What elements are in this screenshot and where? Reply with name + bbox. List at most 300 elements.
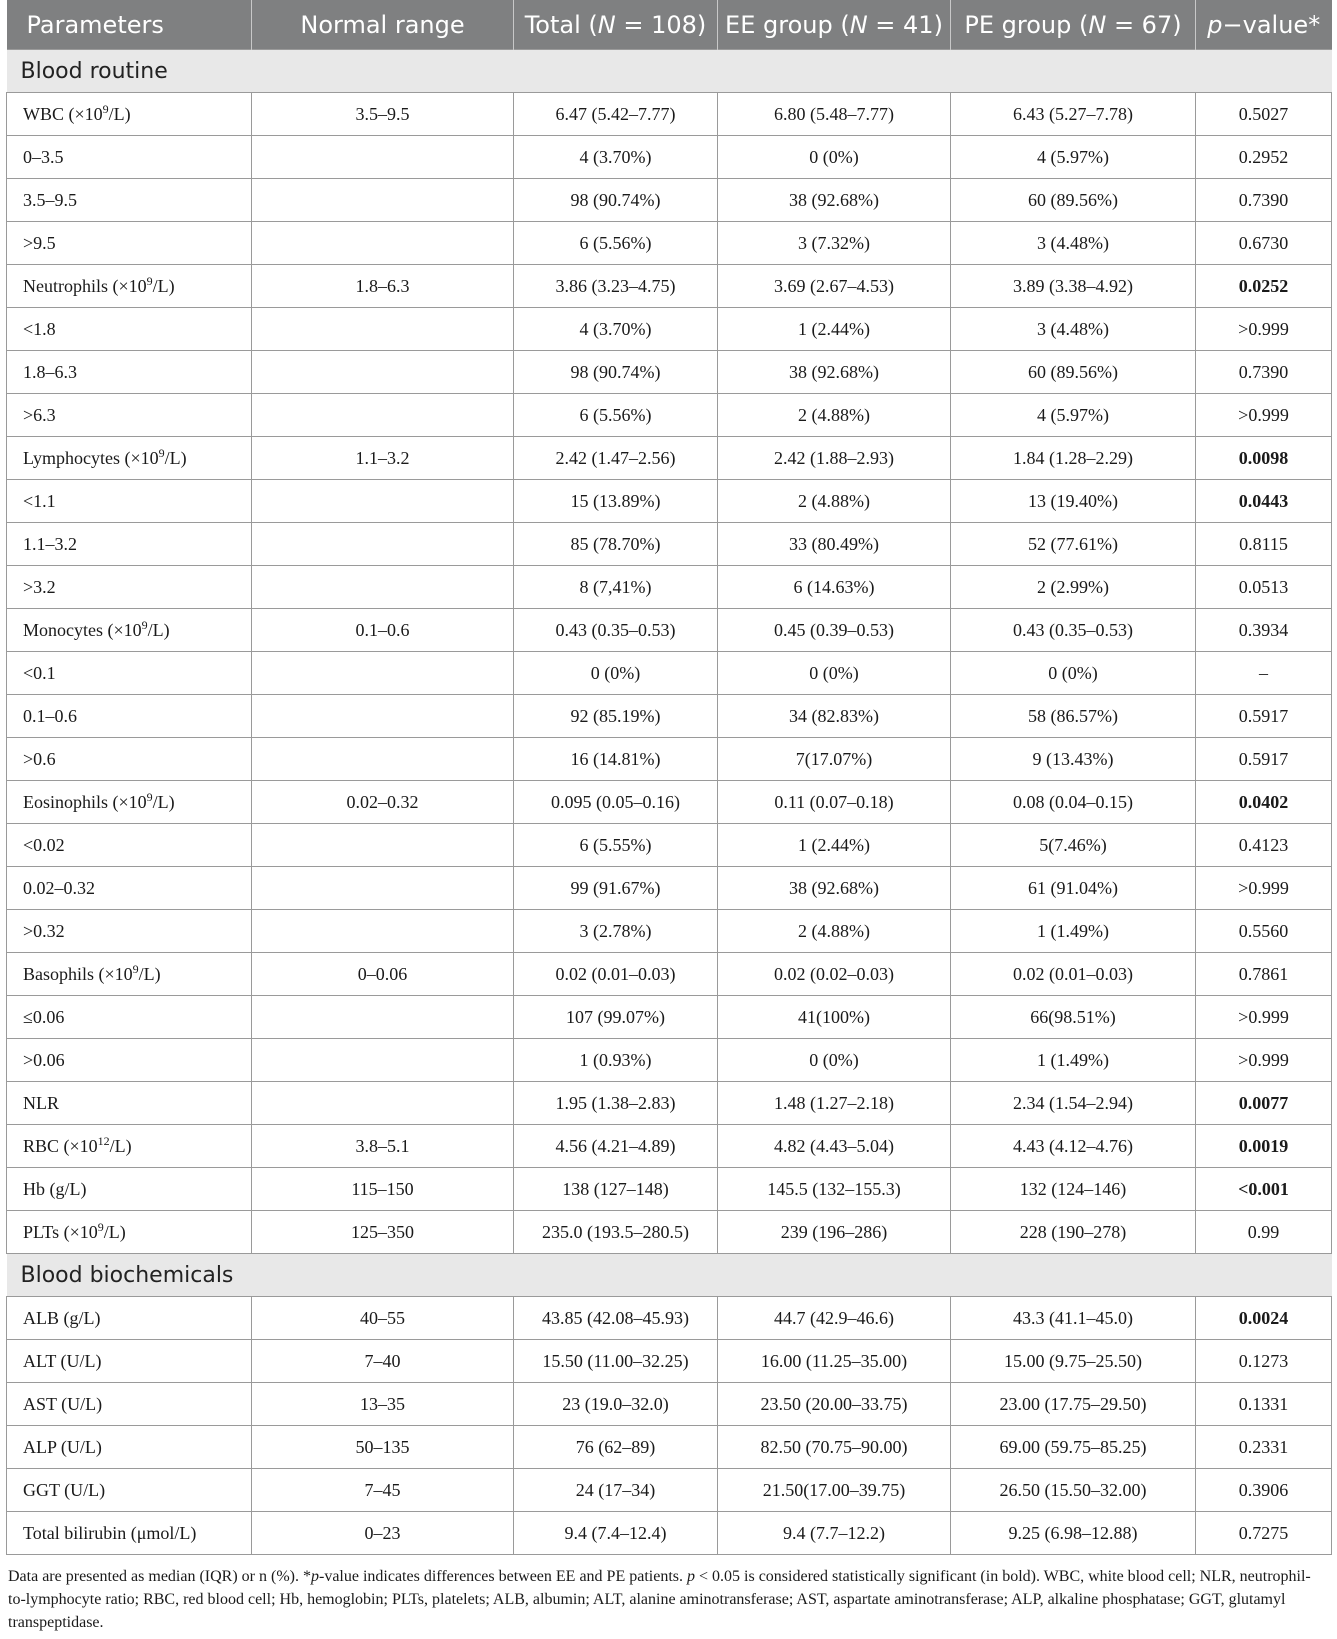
cell-p-value: 0.5917 (1196, 695, 1332, 738)
parameter-label: <1.1 (23, 490, 56, 511)
cell-pe-group: 4 (5.97%) (951, 394, 1196, 437)
cell-pe-group: 3 (4.48%) (951, 308, 1196, 351)
table-row (7, 1211, 1332, 1254)
cell-total: 15.50 (11.00–32.25) (514, 1340, 718, 1383)
table-row (7, 480, 1332, 523)
header-pe-group (951, 0, 1196, 50)
cell-normal-range (252, 179, 514, 222)
table-row (7, 1297, 1332, 1340)
cell-p-value: >0.999 (1196, 308, 1332, 351)
cell-ee-group: 21.50(17.00–39.75) (718, 1469, 951, 1512)
cell-parameter (7, 1039, 252, 1082)
parameter-label: Basophils (×10 (23, 963, 133, 984)
cell-p-value: 0.2952 (1196, 136, 1332, 179)
parameter-label: <0.02 (23, 834, 65, 855)
cell-normal-range: 3.5–9.5 (252, 93, 514, 136)
cell-parameter (7, 867, 252, 910)
table-row (7, 738, 1332, 781)
cell-parameter (7, 566, 252, 609)
cell-ee-group: 23.50 (20.00–33.75) (718, 1383, 951, 1426)
header-normal-range (252, 0, 514, 50)
cell-normal-range: 7–40 (252, 1340, 514, 1383)
parameter-label: 0.02–0.32 (23, 877, 95, 898)
unit-exponent: 12 (97, 1133, 110, 1148)
header-text: = 41) (867, 10, 943, 39)
header-italic-symbol: p (1207, 10, 1223, 39)
cell-pe-group: 3.89 (3.38–4.92) (951, 265, 1196, 308)
cell-pe-group: 2.34 (1.54–2.94) (951, 1082, 1196, 1125)
table-row (7, 179, 1332, 222)
parameter-label: 3.5–9.5 (23, 189, 77, 210)
cell-p-value: 0.2331 (1196, 1426, 1332, 1469)
table-row (7, 910, 1332, 953)
cell-normal-range (252, 394, 514, 437)
cell-ee-group: 0 (0%) (718, 652, 951, 695)
cell-p-value: 0.5027 (1196, 93, 1332, 136)
table-row (7, 222, 1332, 265)
unit-suffix: /L) (147, 619, 170, 640)
header-text: Parameters (26, 10, 164, 39)
cell-p-value: 0.1273 (1196, 1340, 1332, 1383)
cell-normal-range: 0–0.06 (252, 953, 514, 996)
cell-ee-group: 38 (92.68%) (718, 179, 951, 222)
cell-total: 9.4 (7.4–12.4) (514, 1512, 718, 1555)
cell-total: 0 (0%) (514, 652, 718, 695)
table-row (7, 1168, 1332, 1211)
cell-pe-group: 0.02 (0.01–0.03) (951, 953, 1196, 996)
cell-ee-group: 2 (4.88%) (718, 480, 951, 523)
table-row (7, 1512, 1332, 1555)
cell-parameter (7, 781, 252, 824)
cell-parameter (7, 308, 252, 351)
cell-parameter (7, 652, 252, 695)
cell-ee-group: 38 (92.68%) (718, 351, 951, 394)
cell-parameter (7, 1125, 252, 1168)
cell-pe-group: 1 (1.49%) (951, 1039, 1196, 1082)
cell-normal-range: 13–35 (252, 1383, 514, 1426)
table-row (7, 695, 1332, 738)
cell-p-value: >0.999 (1196, 996, 1332, 1039)
cell-parameter (7, 222, 252, 265)
unit-exponent: 9 (102, 101, 109, 116)
cell-total: 4 (3.70%) (514, 136, 718, 179)
cell-parameter (7, 265, 252, 308)
cell-p-value: 0.1331 (1196, 1383, 1332, 1426)
parameter-label: WBC (×10 (23, 103, 103, 124)
cell-normal-range: 50–135 (252, 1426, 514, 1469)
cell-total: 8 (7,41%) (514, 566, 718, 609)
cell-parameter (7, 523, 252, 566)
cell-ee-group: 7(17.07%) (718, 738, 951, 781)
cell-parameter (7, 910, 252, 953)
parameter-label: 0–3.5 (23, 146, 64, 167)
cell-ee-group: 0.02 (0.02–0.03) (718, 953, 951, 996)
cell-normal-range (252, 824, 514, 867)
cell-pe-group: 58 (86.57%) (951, 695, 1196, 738)
table-footnote (6, 1555, 1330, 1634)
cell-parameter (7, 1383, 252, 1426)
parameter-label: Total bilirubin (μmol/L) (23, 1522, 197, 1543)
cell-parameter (7, 179, 252, 222)
cell-ee-group: 38 (92.68%) (718, 867, 951, 910)
cell-pe-group: 5(7.46%) (951, 824, 1196, 867)
cell-ee-group: 6.80 (5.48–7.77) (718, 93, 951, 136)
table-row (7, 867, 1332, 910)
cell-p-value: 0.3934 (1196, 609, 1332, 652)
cell-ee-group: 2 (4.88%) (718, 394, 951, 437)
cell-p-value: 0.4123 (1196, 824, 1332, 867)
cell-total: 6.47 (5.42–7.77) (514, 93, 718, 136)
cell-parameter (7, 953, 252, 996)
cell-p-value: 0.0077 (1196, 1082, 1332, 1125)
cell-pe-group: 0.43 (0.35–0.53) (951, 609, 1196, 652)
cell-total: 4.56 (4.21–4.89) (514, 1125, 718, 1168)
parameter-label: RBC (×10 (23, 1135, 98, 1156)
cell-parameter (7, 394, 252, 437)
cell-pe-group: 69.00 (59.75–85.25) (951, 1426, 1196, 1469)
unit-suffix: /L) (138, 963, 161, 984)
cell-p-value: <0.001 (1196, 1168, 1332, 1211)
cell-pe-group: 15.00 (9.75–25.50) (951, 1340, 1196, 1383)
header-row (7, 0, 1332, 50)
cell-parameter (7, 738, 252, 781)
parameter-label: ALB (g/L) (23, 1307, 101, 1328)
header-text: Normal range (300, 10, 465, 39)
footnote-p-symbol: p (687, 1568, 695, 1585)
cell-total: 6 (5.56%) (514, 394, 718, 437)
parameter-label: NLR (23, 1092, 59, 1113)
cell-normal-range (252, 867, 514, 910)
cell-pe-group: 66(98.51%) (951, 996, 1196, 1039)
table-row (7, 308, 1332, 351)
cell-ee-group: 41(100%) (718, 996, 951, 1039)
cell-normal-range (252, 136, 514, 179)
cell-pe-group: 2 (2.99%) (951, 566, 1196, 609)
cell-p-value: 0.7861 (1196, 953, 1332, 996)
table-row (7, 93, 1332, 136)
table-row (7, 394, 1332, 437)
cell-total: 23 (19.0–32.0) (514, 1383, 718, 1426)
cell-normal-range (252, 910, 514, 953)
table-row (7, 265, 1332, 308)
table-row (7, 1426, 1332, 1469)
cell-pe-group: 1.84 (1.28–2.29) (951, 437, 1196, 480)
unit-exponent: 9 (158, 445, 165, 460)
parameter-label: AST (U/L) (23, 1393, 103, 1414)
table-row (7, 1039, 1332, 1082)
cell-pe-group: 0 (0%) (951, 652, 1196, 695)
table-row (7, 652, 1332, 695)
cell-normal-range (252, 480, 514, 523)
cell-pe-group: 43.3 (41.1–45.0) (951, 1297, 1196, 1340)
cell-pe-group: 1 (1.49%) (951, 910, 1196, 953)
footnote-text: Data are presented as median (IQR) or n (%). * (8, 1568, 311, 1585)
cell-p-value: >0.999 (1196, 867, 1332, 910)
cell-parameter (7, 695, 252, 738)
parameter-label: ALP (U/L) (23, 1436, 102, 1457)
header-text: PE group ( (964, 10, 1089, 39)
parameter-label: <0.1 (23, 662, 56, 683)
cell-p-value: 0.0513 (1196, 566, 1332, 609)
header-parameters (7, 0, 252, 50)
cell-total: 0.43 (0.35–0.53) (514, 609, 718, 652)
header-text: = 108) (615, 10, 707, 39)
cell-ee-group: 33 (80.49%) (718, 523, 951, 566)
parameter-label: >0.6 (23, 748, 56, 769)
cell-p-value: >0.999 (1196, 394, 1332, 437)
cell-pe-group: 4.43 (4.12–4.76) (951, 1125, 1196, 1168)
parameter-label: >0.06 (23, 1049, 65, 1070)
parameter-label: <1.8 (23, 318, 56, 339)
unit-suffix: /L) (164, 447, 187, 468)
cell-parameter (7, 1469, 252, 1512)
cell-parameter (7, 437, 252, 480)
cell-normal-range: 0.1–0.6 (252, 609, 514, 652)
cell-parameter (7, 609, 252, 652)
cell-ee-group: 0.11 (0.07–0.18) (718, 781, 951, 824)
unit-exponent: 9 (146, 273, 153, 288)
cell-p-value: 0.7390 (1196, 351, 1332, 394)
cell-p-value: >0.999 (1196, 1039, 1332, 1082)
cell-ee-group: 145.5 (132–155.3) (718, 1168, 951, 1211)
table-row (7, 1383, 1332, 1426)
cell-normal-range: 3.8–5.1 (252, 1125, 514, 1168)
table-row (7, 351, 1332, 394)
cell-parameter (7, 1211, 252, 1254)
cell-normal-range: 115–150 (252, 1168, 514, 1211)
cell-pe-group: 3 (4.48%) (951, 222, 1196, 265)
cell-total: 15 (13.89%) (514, 480, 718, 523)
table-body (7, 50, 1332, 1555)
cell-p-value: 0.0019 (1196, 1125, 1332, 1168)
cell-pe-group: 60 (89.56%) (951, 179, 1196, 222)
cell-total: 98 (90.74%) (514, 351, 718, 394)
parameter-label: ≤0.06 (23, 1006, 65, 1027)
parameter-label: >6.3 (23, 404, 56, 425)
table-row (7, 953, 1332, 996)
footnote-text: < 0.05 is considered statistically significant (in bold). WBC, white blood cell; NLR, neutrophil-to-lymphocyte ratio; RBC, red blood cell; Hb, hemoglobin; PLTs, platelets; ALB, albumin; ALT, alanine aminotransferase; AST, aspartate aminotransferase; ALP, alkaline phosphatase; GGT, glutamyl transpeptidase. (8, 1568, 1311, 1631)
unit-exponent: 9 (132, 961, 139, 976)
cell-pe-group: 26.50 (15.50–32.00) (951, 1469, 1196, 1512)
cell-total: 98 (90.74%) (514, 179, 718, 222)
unit-suffix: /L) (152, 791, 175, 812)
table-row (7, 824, 1332, 867)
cell-pe-group: 9.25 (6.98–12.88) (951, 1512, 1196, 1555)
cell-normal-range (252, 996, 514, 1039)
cell-pe-group: 60 (89.56%) (951, 351, 1196, 394)
cell-p-value: 0.5560 (1196, 910, 1332, 953)
cell-ee-group: 6 (14.63%) (718, 566, 951, 609)
table-row (7, 1469, 1332, 1512)
cell-normal-range (252, 308, 514, 351)
cell-p-value: 0.6730 (1196, 222, 1332, 265)
cell-pe-group: 0.08 (0.04–0.15) (951, 781, 1196, 824)
cell-ee-group: 44.7 (42.9–46.6) (718, 1297, 951, 1340)
parameter-label: Monocytes (×10 (23, 619, 142, 640)
cell-total: 2.42 (1.47–2.56) (514, 437, 718, 480)
parameter-label: PLTs (×10 (23, 1221, 98, 1242)
cell-normal-range (252, 1082, 514, 1125)
cell-normal-range: 125–350 (252, 1211, 514, 1254)
table-row (7, 136, 1332, 179)
table-row (7, 523, 1332, 566)
cell-normal-range (252, 523, 514, 566)
parameter-label: Lymphocytes (×10 (23, 447, 159, 468)
cell-normal-range (252, 566, 514, 609)
cell-p-value: 0.0252 (1196, 265, 1332, 308)
header-text: EE group ( (725, 10, 850, 39)
cell-total: 43.85 (42.08–45.93) (514, 1297, 718, 1340)
cell-total: 6 (5.55%) (514, 824, 718, 867)
section-title: Blood routine (7, 50, 1332, 93)
cell-ee-group: 34 (82.83%) (718, 695, 951, 738)
cell-parameter (7, 93, 252, 136)
parameter-label: 0.1–0.6 (23, 705, 77, 726)
cell-parameter (7, 1082, 252, 1125)
header-italic-symbol: N (1088, 10, 1107, 39)
cell-total: 4 (3.70%) (514, 308, 718, 351)
cell-ee-group: 3 (7.32%) (718, 222, 951, 265)
unit-suffix: /L) (108, 103, 131, 124)
cell-total: 24 (17–34) (514, 1469, 718, 1512)
parameter-label: >0.32 (23, 920, 65, 941)
unit-suffix: /L) (103, 1221, 126, 1242)
section-row (7, 1254, 1332, 1297)
cell-p-value: 0.5917 (1196, 738, 1332, 781)
cell-ee-group: 0 (0%) (718, 136, 951, 179)
cell-ee-group: 1 (2.44%) (718, 824, 951, 867)
cell-parameter (7, 1168, 252, 1211)
data-table (6, 0, 1332, 1555)
header-italic-symbol: N (849, 10, 868, 39)
cell-pe-group: 61 (91.04%) (951, 867, 1196, 910)
table-row (7, 566, 1332, 609)
header-p-value (1196, 0, 1332, 50)
cell-ee-group: 2 (4.88%) (718, 910, 951, 953)
cell-p-value: 0.0402 (1196, 781, 1332, 824)
cell-normal-range: 40–55 (252, 1297, 514, 1340)
cell-parameter (7, 1426, 252, 1469)
header-italic-symbol: N (597, 10, 616, 39)
cell-pe-group: 228 (190–278) (951, 1211, 1196, 1254)
cell-ee-group: 239 (196–286) (718, 1211, 951, 1254)
parameter-label: GGT (U/L) (23, 1479, 106, 1500)
cell-pe-group: 6.43 (5.27–7.78) (951, 93, 1196, 136)
unit-exponent: 9 (97, 1219, 104, 1234)
cell-total: 6 (5.56%) (514, 222, 718, 265)
header-text: −value* (1222, 10, 1321, 39)
cell-normal-range (252, 351, 514, 394)
cell-p-value: 0.8115 (1196, 523, 1332, 566)
cell-total: 0.02 (0.01–0.03) (514, 953, 718, 996)
cell-total: 235.0 (193.5–280.5) (514, 1211, 718, 1254)
header-text: = 67) (1106, 10, 1182, 39)
cell-total: 76 (62–89) (514, 1426, 718, 1469)
cell-parameter (7, 996, 252, 1039)
cell-parameter (7, 1297, 252, 1340)
cell-ee-group: 16.00 (11.25–35.00) (718, 1340, 951, 1383)
table-container (6, 0, 1331, 1634)
parameter-label: Hb (g/L) (23, 1178, 87, 1199)
table-header (7, 0, 1332, 50)
cell-pe-group: 132 (124–146) (951, 1168, 1196, 1211)
cell-pe-group: 52 (77.61%) (951, 523, 1196, 566)
cell-p-value: 0.99 (1196, 1211, 1332, 1254)
cell-ee-group: 4.82 (4.43–5.04) (718, 1125, 951, 1168)
cell-total: 1 (0.93%) (514, 1039, 718, 1082)
cell-parameter (7, 1340, 252, 1383)
cell-total: 0.095 (0.05–0.16) (514, 781, 718, 824)
cell-ee-group: 2.42 (1.88–2.93) (718, 437, 951, 480)
parameter-label: >9.5 (23, 232, 56, 253)
cell-normal-range (252, 1039, 514, 1082)
cell-ee-group: 9.4 (7.7–12.2) (718, 1512, 951, 1555)
cell-total: 3.86 (3.23–4.75) (514, 265, 718, 308)
cell-pe-group: 4 (5.97%) (951, 136, 1196, 179)
table-row (7, 1125, 1332, 1168)
cell-pe-group: 13 (19.40%) (951, 480, 1196, 523)
cell-ee-group: 1.48 (1.27–2.18) (718, 1082, 951, 1125)
cell-p-value: 0.0098 (1196, 437, 1332, 480)
unit-suffix: /L) (152, 275, 175, 296)
cell-ee-group: 0.45 (0.39–0.53) (718, 609, 951, 652)
cell-ee-group: 3.69 (2.67–4.53) (718, 265, 951, 308)
parameter-label: Neutrophils (×10 (23, 275, 147, 296)
cell-total: 16 (14.81%) (514, 738, 718, 781)
cell-parameter (7, 136, 252, 179)
cell-parameter (7, 1512, 252, 1555)
parameter-label: 1.1–3.2 (23, 533, 77, 554)
cell-normal-range: 1.1–3.2 (252, 437, 514, 480)
unit-suffix: /L) (109, 1135, 132, 1156)
cell-normal-range (252, 738, 514, 781)
parameter-label: ALT (U/L) (23, 1350, 102, 1371)
table-row (7, 996, 1332, 1039)
cell-p-value: 0.3906 (1196, 1469, 1332, 1512)
cell-total: 1.95 (1.38–2.83) (514, 1082, 718, 1125)
table-row (7, 781, 1332, 824)
table-row (7, 1082, 1332, 1125)
cell-p-value: 0.7275 (1196, 1512, 1332, 1555)
cell-p-value: 0.0443 (1196, 480, 1332, 523)
cell-normal-range: 0–23 (252, 1512, 514, 1555)
table-row (7, 437, 1332, 480)
parameter-label: 1.8–6.3 (23, 361, 77, 382)
cell-pe-group: 23.00 (17.75–29.50) (951, 1383, 1196, 1426)
cell-parameter (7, 480, 252, 523)
cell-ee-group: 82.50 (70.75–90.00) (718, 1426, 951, 1469)
cell-parameter (7, 824, 252, 867)
cell-total: 107 (99.07%) (514, 996, 718, 1039)
cell-total: 3 (2.78%) (514, 910, 718, 953)
cell-total: 138 (127–148) (514, 1168, 718, 1211)
header-ee-group (718, 0, 951, 50)
table-row (7, 1340, 1332, 1383)
cell-pe-group: 9 (13.43%) (951, 738, 1196, 781)
cell-total: 99 (91.67%) (514, 867, 718, 910)
cell-p-value: – (1196, 652, 1332, 695)
cell-total: 92 (85.19%) (514, 695, 718, 738)
header-total (514, 0, 718, 50)
section-title: Blood biochemicals (7, 1254, 1332, 1297)
unit-exponent: 9 (141, 617, 148, 632)
header-text: Total ( (524, 10, 598, 39)
cell-normal-range (252, 652, 514, 695)
cell-normal-range (252, 695, 514, 738)
parameter-label: Eosinophils (×10 (23, 791, 147, 812)
cell-normal-range: 1.8–6.3 (252, 265, 514, 308)
footnote-p-symbol: p (310, 1568, 319, 1585)
